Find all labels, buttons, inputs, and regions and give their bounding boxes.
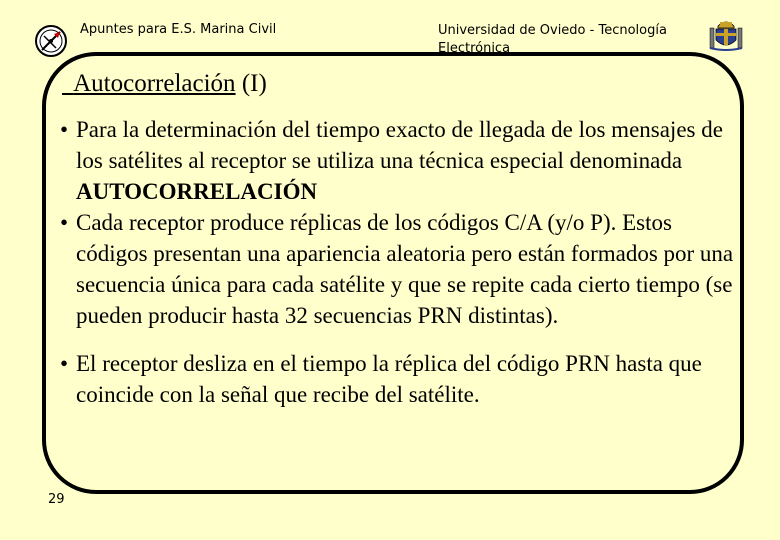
slide-title-main: Autocorrelación: [73, 70, 236, 97]
bullet-item: [60, 348, 735, 410]
bullet-marker: •: [60, 210, 69, 235]
bullet-text: El receptor desliza en el tiempo la réplica del código PRN hasta que coincide con la señal que recibe del satélite.: [76, 351, 702, 407]
bullet-text-bold: AUTOCORRELACIÓN: [76, 179, 318, 204]
slide-title-suffix: (I): [235, 70, 267, 97]
header-course-title: Apuntes para E.S. Marina Civil: [80, 22, 277, 37]
university-crest-icon: [708, 18, 744, 52]
bullet-item: [60, 114, 735, 207]
bullet-list: [60, 114, 735, 410]
bullet-text: Para la determinación del tiempo exacto de llegada de los mensajes de los satélites al receptor se utiliza una técnica especial denominada: [76, 117, 723, 173]
bullet-marker: •: [60, 117, 69, 142]
page-number: 29: [48, 492, 65, 507]
nautical-compass-icon: [34, 24, 68, 58]
slide-title: [62, 70, 267, 98]
bullet-marker: •: [60, 351, 69, 376]
bullet-item: [60, 207, 735, 331]
header-university: Universidad de Oviedo - Tecnología Electrónica: [438, 23, 667, 56]
bullet-text: Cada receptor produce réplicas de los códigos C/A (y/o P). Estos códigos presentan una apariencia aleatoria pero están formados por una secuencia única para cada satélite y que se repite cada cierto tiempo (se pueden producir hasta 32 secuencias PRN distintas).: [76, 210, 734, 328]
